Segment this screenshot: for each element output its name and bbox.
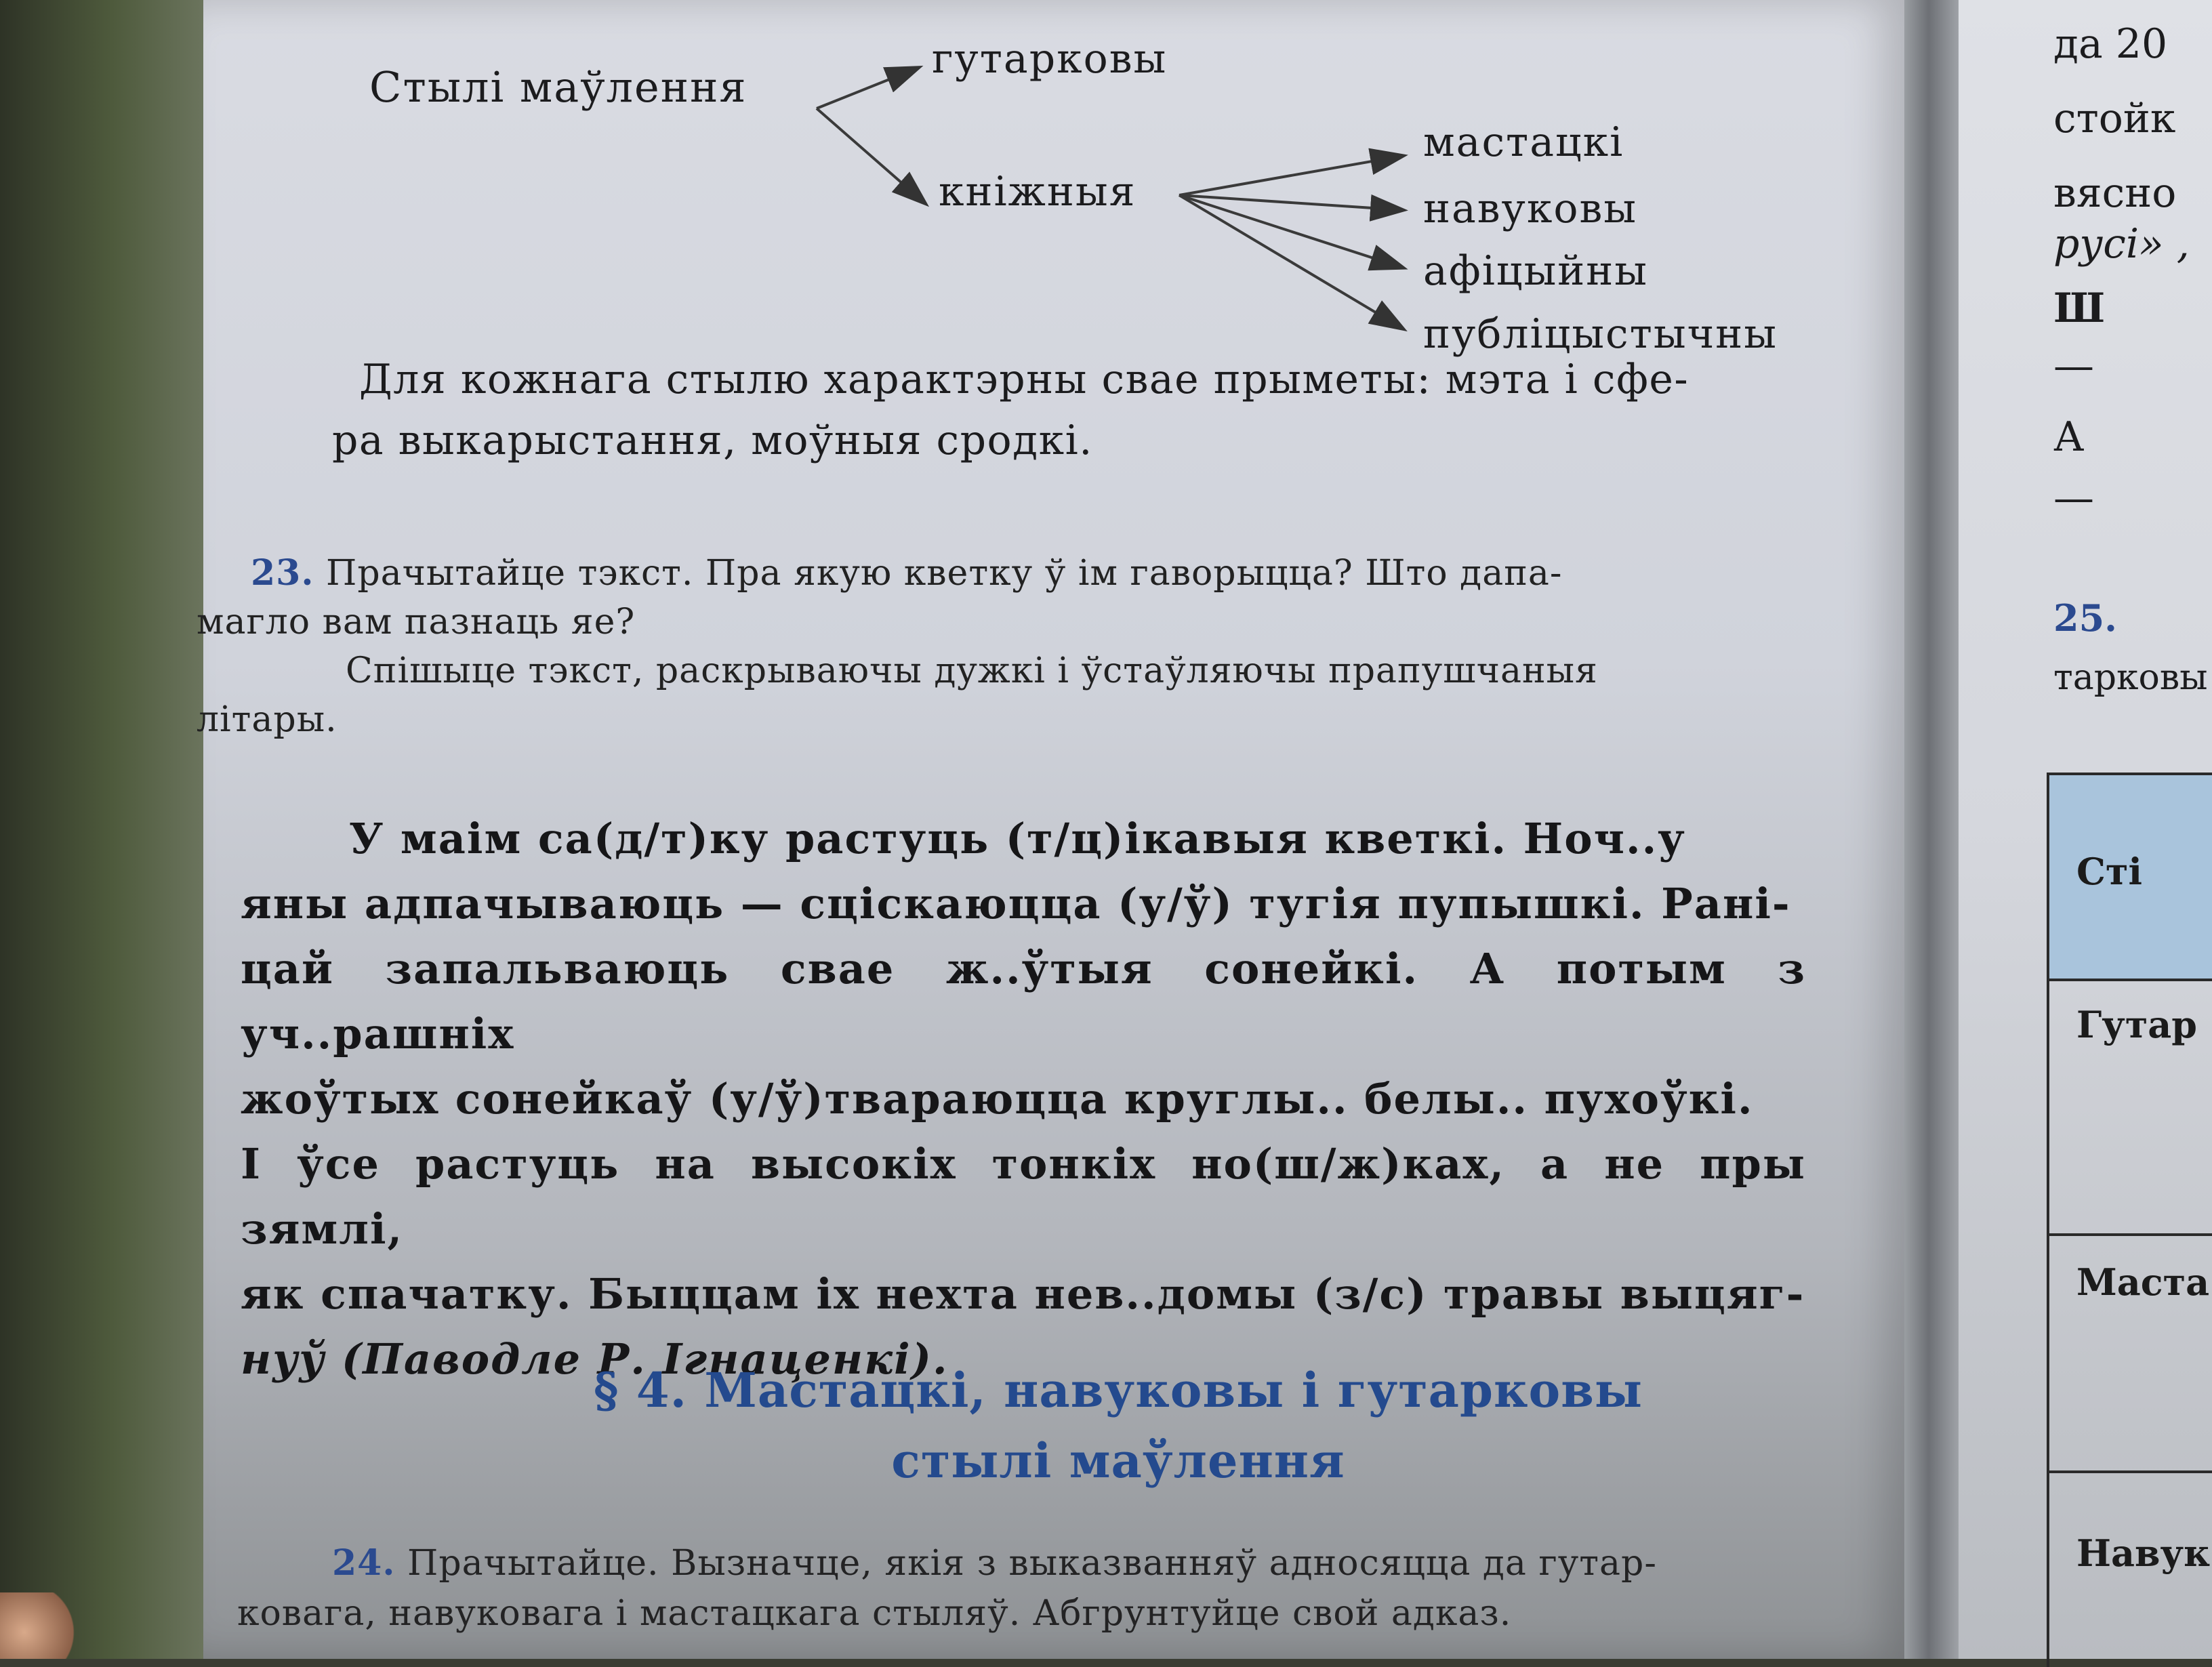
exercise-text-line: як спачатку. Быццам іх нехта нев..домы (з/с) травы выцяг-: [241, 1269, 1805, 1319]
exercise-text-line: У маім са(д/т)ку растуць (т/ц)ікавыя кветкі. Ноч..у: [349, 814, 1686, 863]
diagram-sub-scientific: навуковы: [1423, 185, 1637, 232]
exercise-23-task: [197, 549, 1816, 744]
table-row: [2049, 1470, 2212, 1667]
right-page-line: вясно: [2053, 169, 2177, 217]
exercise-task-text: ковага, навуковага і мастацкага стыляў. Абгрунтуйце свой адказ.: [237, 1593, 1512, 1634]
right-page-line: —: [2053, 474, 2094, 522]
exercise-task-text: Прачытайце тэкст. Пра якую кветку ў ім гаворыцца? Што дапа-: [314, 553, 1563, 594]
table-header: [2049, 773, 2212, 981]
table-row: [2049, 976, 2212, 1236]
section-heading: [474, 1355, 1762, 1496]
right-page-line: —: [2053, 342, 2094, 390]
exercise-number: 24.: [332, 1542, 396, 1584]
exercise-task-text: літары.: [197, 699, 337, 740]
exercise-text-line: нуў (Паводле Р. Ігнаценкі).: [241, 1334, 949, 1384]
paragraph-line: Для кожнага стылю характэрны свае прыметы: мэта і сфе-: [359, 356, 1689, 403]
diagram-sub-artistic: мастацкі: [1423, 119, 1624, 166]
book-gutter: [1904, 0, 1959, 1659]
style-features-paragraph: [332, 349, 1816, 471]
exercise-text-line: цай запальваюць свае ж..ўтыя сонейкі. А потым з уч..рашніх: [241, 944, 1806, 1058]
exercise-text-line: І ўсе растуць на высокіх тонкіх но(ш/ж)ках, а не пры зямлі,: [241, 1139, 1806, 1254]
right-page-table: [2047, 773, 2212, 1667]
right-page-line: А: [2053, 413, 2085, 461]
exercise-task-text: магло вам пазнаць яе?: [197, 602, 636, 642]
exercise-24-task: [237, 1538, 1803, 1639]
exercise-task-text: Прачытайце. Вызначце, якія з выказванняў адносяцца да гутар-: [395, 1543, 1657, 1584]
right-page-line: Ш: [2053, 285, 2106, 332]
diagram-sub-publicistic: публіцыстычны: [1423, 310, 1778, 358]
table-header-cell: Сті: [2076, 850, 2142, 893]
right-page-line: стойк: [2053, 95, 2176, 142]
right-page-line: да 20: [2053, 20, 2168, 68]
diagram-branch-bookish: кніжныя: [939, 168, 1136, 215]
right-exercise-word: тарковы: [2053, 657, 2208, 698]
exercise-number: 23.: [251, 552, 314, 594]
right-exercise-number: 25.: [2053, 596, 2117, 640]
paragraph-line: ра выкарыстання, моўныя сродкі.: [332, 417, 1093, 464]
table-row: [2049, 1233, 2212, 1473]
right-page-line: русі» ,: [2053, 220, 2190, 268]
diagram-branch-colloquial: гутарковы: [932, 35, 1168, 83]
table-cell: Гутар: [2076, 1003, 2198, 1046]
diagram-root-label: Стылі маўлення: [369, 62, 747, 112]
exercise-23-text: [241, 806, 1806, 1392]
exercise-task-text: Спішыце тэкст, раскрываючы дужкі і ўстаўляючы прапушчаныя: [346, 651, 1598, 691]
exercise-text-line: яны адпачываюць — сціскаюцца (у/ў) тугія пупышкі. Ранi-: [241, 879, 1791, 928]
section-heading-line: стылі маўлення: [891, 1433, 1345, 1489]
table-cell: Маста: [2076, 1260, 2210, 1304]
diagram-sub-official: афіцыйны: [1423, 247, 1648, 295]
section-heading-line: § 4. Мастацкі, навуковы і гутарковы: [593, 1362, 1643, 1418]
exercise-text-line: жоўтых сонейкаў (у/ў)твараюцца круглы.. белы.. пухоўкі.: [241, 1074, 1754, 1124]
table-cell: Навук: [2076, 1531, 2211, 1575]
